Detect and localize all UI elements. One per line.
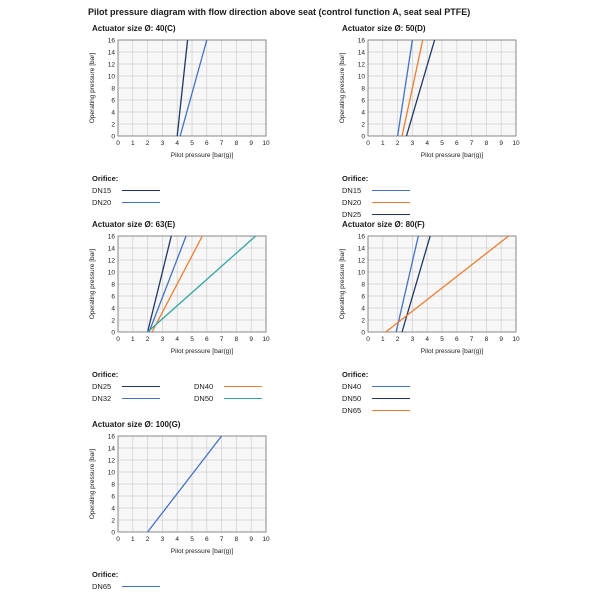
x-tick-label: 2	[145, 536, 150, 543]
x-tick-label: 3	[160, 336, 165, 343]
legend-item-dn50	[194, 394, 262, 403]
x-axis-label: Pilot pressure [bar(g)]	[170, 152, 234, 159]
x-tick-label: 9	[249, 336, 254, 343]
legend-item-dn65	[342, 406, 410, 415]
y-tick-label: 0	[361, 133, 365, 141]
x-tick-label: 5	[190, 336, 194, 343]
legend	[92, 370, 331, 403]
x-tick-label: 2	[395, 140, 400, 147]
chart-title: Actuator size Ø: 40(C)	[92, 24, 176, 33]
legend-title: Orifice:	[342, 370, 369, 379]
legend-items	[342, 186, 581, 219]
y-tick-label: 4	[361, 109, 365, 117]
x-tick-label: 0	[116, 336, 120, 343]
y-tick-label: 4	[111, 305, 115, 313]
legend-title: Orifice:	[342, 174, 369, 183]
plot-area	[336, 231, 581, 357]
x-tick-label: 10	[262, 140, 270, 147]
legend-item-dn32	[92, 394, 160, 403]
y-tick-label: 12	[357, 257, 365, 265]
legend-items	[92, 382, 331, 403]
x-tick-label: 8	[234, 140, 239, 147]
plot-area	[336, 35, 581, 161]
y-tick-label: 14	[107, 245, 115, 253]
y-axis-label: Operating pressure [bar]	[89, 448, 96, 520]
legend-label: DN25	[342, 210, 362, 219]
chart-title: Actuator size Ø: 50(D)	[342, 24, 426, 33]
x-tick-label: 0	[366, 140, 370, 147]
legend-label: DN40	[194, 382, 214, 391]
legend-label: DN50	[194, 394, 214, 403]
y-tick-label: 16	[357, 37, 365, 45]
legend-label: DN40	[342, 382, 362, 391]
legend-swatch	[122, 398, 160, 399]
legend-label: DN15	[92, 186, 112, 195]
y-tick-label: 2	[111, 317, 115, 325]
y-tick-label: 8	[361, 281, 365, 289]
x-tick-label: 8	[234, 336, 239, 343]
x-tick-label: 1	[380, 140, 385, 147]
legend-swatch	[122, 190, 160, 191]
x-tick-label: 10	[512, 140, 520, 147]
x-tick-label: 3	[160, 536, 165, 543]
x-tick-label: 2	[145, 140, 150, 147]
y-tick-label: 4	[361, 305, 365, 313]
plot	[336, 35, 531, 161]
y-tick-label: 12	[107, 257, 115, 265]
y-axis-label: Operating pressure [bar]	[89, 52, 96, 124]
y-axis-label: Operating pressure [bar]	[89, 248, 96, 320]
x-tick-label: 3	[410, 140, 415, 147]
x-tick-label: 9	[249, 536, 254, 543]
chart-title: Actuator size Ø: 80(F)	[342, 220, 425, 229]
plot-area	[86, 231, 331, 357]
x-tick-label: 8	[484, 140, 489, 147]
y-tick-label: 6	[111, 97, 115, 105]
x-axis-label: Pilot pressure [bar(g)]	[170, 548, 234, 555]
legend-swatch	[372, 386, 410, 387]
legend-swatch	[372, 410, 410, 411]
x-tick-label: 4	[175, 336, 180, 343]
x-tick-label: 0	[116, 536, 120, 543]
legend	[92, 570, 331, 591]
chart-block-80f	[336, 220, 581, 415]
x-tick-label: 4	[425, 140, 430, 147]
plot-area	[86, 431, 331, 557]
x-tick-label: 8	[484, 336, 489, 343]
legend	[342, 174, 581, 219]
y-tick-label: 10	[107, 269, 115, 277]
x-tick-label: 9	[499, 140, 504, 147]
legend-items	[92, 186, 331, 207]
legend	[92, 174, 331, 207]
x-tick-label: 8	[234, 536, 239, 543]
y-axis-label: Operating pressure [bar]	[339, 248, 346, 320]
y-tick-label: 2	[111, 121, 115, 129]
legend-swatch	[372, 190, 410, 191]
legend-label: DN50	[342, 394, 362, 403]
y-tick-label: 0	[361, 329, 365, 337]
y-tick-label: 2	[361, 317, 365, 325]
plot	[86, 431, 281, 557]
x-tick-label: 1	[130, 140, 135, 147]
chart-block-63e	[86, 220, 331, 403]
y-tick-label: 0	[111, 329, 115, 337]
y-tick-label: 4	[111, 505, 115, 513]
legend-item-dn50	[342, 394, 410, 403]
y-tick-label: 2	[361, 121, 365, 129]
y-tick-label: 10	[357, 73, 365, 81]
x-tick-label: 2	[395, 336, 400, 343]
y-tick-label: 14	[107, 445, 115, 453]
legend	[342, 370, 581, 415]
legend-item-dn40	[342, 382, 410, 391]
legend-label: DN25	[92, 382, 112, 391]
plot-area	[86, 35, 331, 161]
x-tick-label: 9	[249, 140, 254, 147]
legend-swatch	[372, 398, 410, 399]
y-tick-label: 8	[111, 281, 115, 289]
y-tick-label: 14	[357, 245, 365, 253]
legend-item-dn20	[92, 198, 160, 207]
x-tick-label: 7	[469, 140, 474, 147]
y-tick-label: 14	[107, 49, 115, 57]
legend-item-dn15	[342, 186, 410, 195]
chart-title: Actuator size Ø: 100(G)	[92, 420, 181, 429]
chart-block-50d	[336, 24, 581, 219]
x-tick-label: 10	[262, 536, 270, 543]
legend-label: DN65	[92, 582, 112, 591]
x-tick-label: 6	[204, 336, 209, 343]
chart-block-100g	[86, 420, 331, 591]
y-tick-label: 14	[357, 49, 365, 57]
legend-title: Orifice:	[92, 370, 119, 379]
y-tick-label: 16	[357, 233, 365, 241]
legend-label: DN65	[342, 406, 362, 415]
x-tick-label: 5	[440, 336, 444, 343]
legend-swatch	[224, 386, 262, 387]
x-tick-label: 6	[204, 140, 209, 147]
legend-item-dn20	[342, 198, 410, 207]
y-tick-label: 8	[111, 85, 115, 93]
x-tick-label: 4	[175, 140, 180, 147]
x-tick-label: 2	[145, 336, 150, 343]
x-tick-label: 9	[499, 336, 504, 343]
y-tick-label: 12	[357, 61, 365, 69]
legend-title: Orifice:	[92, 174, 119, 183]
y-tick-label: 6	[361, 97, 365, 105]
y-tick-label: 8	[361, 85, 365, 93]
legend-label: DN20	[342, 198, 362, 207]
legend-swatch	[224, 398, 262, 399]
y-tick-label: 6	[111, 293, 115, 301]
y-tick-label: 0	[111, 133, 115, 141]
y-axis-label: Operating pressure [bar]	[339, 52, 346, 124]
x-tick-label: 7	[469, 336, 474, 343]
y-tick-label: 16	[107, 37, 115, 45]
legend-item-dn65	[92, 582, 160, 591]
legend-label: DN32	[92, 394, 112, 403]
plot	[86, 35, 281, 161]
x-tick-label: 5	[440, 140, 444, 147]
x-tick-label: 1	[130, 536, 135, 543]
legend-swatch	[122, 586, 160, 587]
x-tick-label: 0	[366, 336, 370, 343]
legend-swatch	[372, 214, 410, 215]
y-tick-label: 6	[361, 293, 365, 301]
x-tick-label: 3	[410, 336, 415, 343]
x-tick-label: 10	[512, 336, 520, 343]
page-title: Pilot pressure diagram with flow direction above seat (control function A, seat seal PTFE)	[88, 7, 471, 17]
x-tick-label: 6	[204, 536, 209, 543]
legend-title: Orifice:	[92, 570, 119, 579]
plot	[336, 231, 531, 357]
x-tick-label: 10	[262, 336, 270, 343]
chart-block-40c	[86, 24, 331, 207]
legend-label: DN20	[92, 198, 112, 207]
legend-items	[342, 382, 581, 415]
y-tick-label: 12	[107, 61, 115, 69]
y-tick-label: 10	[107, 469, 115, 477]
x-axis-label: Pilot pressure [bar(g)]	[420, 348, 484, 355]
y-tick-label: 0	[111, 529, 115, 537]
legend-swatch	[122, 202, 160, 203]
x-tick-label: 5	[190, 536, 194, 543]
legend-swatch	[122, 386, 160, 387]
legend-item-dn15	[92, 186, 160, 195]
x-tick-label: 1	[380, 336, 385, 343]
x-tick-label: 6	[454, 336, 459, 343]
x-tick-label: 1	[130, 336, 135, 343]
x-tick-label: 5	[190, 140, 194, 147]
x-tick-label: 7	[219, 336, 224, 343]
y-tick-label: 16	[107, 233, 115, 241]
y-tick-label: 10	[107, 73, 115, 81]
legend-swatch	[372, 202, 410, 203]
legend-label: DN15	[342, 186, 362, 195]
x-axis-label: Pilot pressure [bar(g)]	[420, 152, 484, 159]
x-tick-label: 7	[219, 536, 224, 543]
y-tick-label: 2	[111, 517, 115, 525]
y-tick-label: 16	[107, 433, 115, 441]
legend-item-dn25	[342, 210, 410, 219]
y-tick-label: 10	[357, 269, 365, 277]
x-axis-label: Pilot pressure [bar(g)]	[170, 348, 234, 355]
legend-item-dn25	[92, 382, 160, 391]
x-tick-label: 6	[454, 140, 459, 147]
legend-items	[92, 582, 331, 591]
x-tick-label: 4	[175, 536, 180, 543]
x-tick-label: 3	[160, 140, 165, 147]
y-tick-label: 4	[111, 109, 115, 117]
chart-title: Actuator size Ø: 63(E)	[92, 220, 176, 229]
y-tick-label: 8	[111, 481, 115, 489]
legend-item-dn40	[194, 382, 262, 391]
y-tick-label: 6	[111, 493, 115, 501]
plot	[86, 231, 281, 357]
x-tick-label: 7	[219, 140, 224, 147]
x-tick-label: 4	[425, 336, 430, 343]
y-tick-label: 12	[107, 457, 115, 465]
x-tick-label: 0	[116, 140, 120, 147]
